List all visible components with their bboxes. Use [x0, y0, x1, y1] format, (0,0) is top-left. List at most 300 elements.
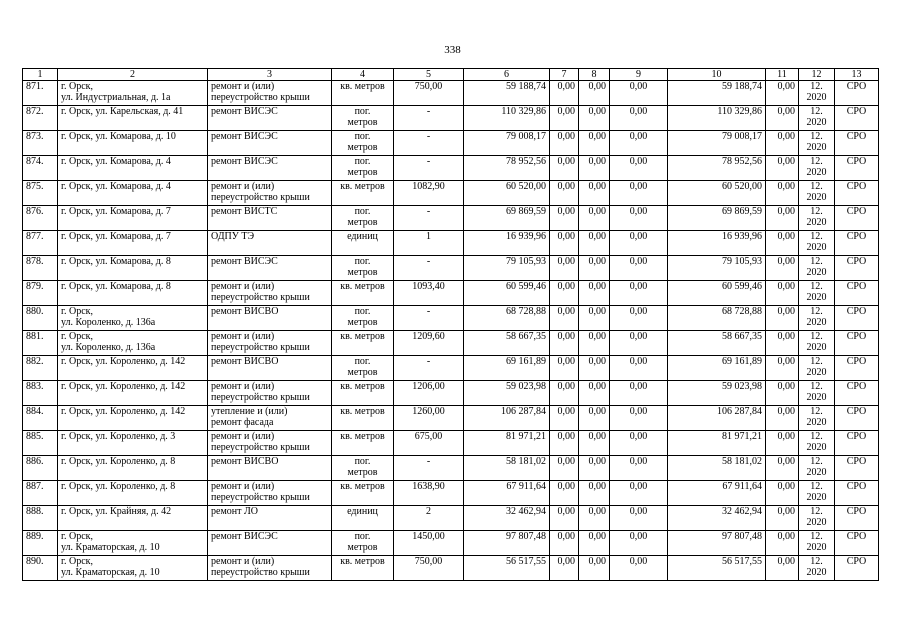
- work-type-cell-line: ремонт и (или): [211, 481, 275, 492]
- source-cell: СРО: [835, 381, 879, 406]
- deadline-cell-line: 12.: [810, 81, 823, 92]
- cost-col8-cell: 0,00: [579, 256, 610, 281]
- cost-col11-cell: 0,00: [766, 556, 799, 581]
- cost-col9-cell: 0,00: [610, 81, 668, 106]
- work-type-cell: [208, 206, 332, 231]
- work-type-cell-line: ремонт ВИСЭС: [211, 256, 278, 267]
- work-type-cell-line: переустройство крыши: [211, 192, 310, 203]
- unit-cell: [332, 131, 394, 156]
- cost-col10-cell: 58 181,02: [668, 456, 766, 481]
- work-type-cell-line: переустройство крыши: [211, 392, 310, 403]
- source-cell: СРО: [835, 181, 879, 206]
- cost-col7-cell: 0,00: [550, 356, 579, 381]
- unit-cell-line: кв. метров: [340, 281, 385, 292]
- address-cell: [58, 381, 208, 406]
- table-row: [23, 306, 879, 331]
- unit-cell-line: метров: [347, 167, 378, 178]
- unit-cell: [332, 306, 394, 331]
- deadline-cell-line: 2020: [806, 117, 827, 128]
- row-number: 882.: [23, 356, 58, 381]
- volume-cell: 1450,00: [394, 531, 464, 556]
- cost-col8-cell: 0,00: [579, 431, 610, 456]
- cost-col8-cell: 0,00: [579, 356, 610, 381]
- address-cell-line: г. Орск,: [61, 331, 93, 342]
- unit-cell-line: кв. метров: [340, 406, 385, 417]
- volume-cell: -: [394, 456, 464, 481]
- work-type-cell: [208, 456, 332, 481]
- source-cell: СРО: [835, 231, 879, 256]
- cost-col9-cell: 0,00: [610, 406, 668, 431]
- work-type-cell-line: ремонт ВИСВО: [211, 306, 279, 317]
- cost-col11-cell: 0,00: [766, 481, 799, 506]
- deadline-cell-line: 2020: [806, 167, 827, 178]
- unit-cell-line: кв. метров: [340, 331, 385, 342]
- table-row: [23, 156, 879, 181]
- cost-col9-cell: 0,00: [610, 231, 668, 256]
- row-number: 887.: [23, 481, 58, 506]
- table-row: [23, 106, 879, 131]
- unit-cell-line: единиц: [347, 506, 378, 517]
- deadline-cell-line: 2020: [806, 517, 827, 528]
- cost-col9-cell: 0,00: [610, 181, 668, 206]
- cost-total-cell: 68 728,88: [464, 306, 550, 331]
- work-type-cell-line: ремонт фасада: [211, 417, 274, 428]
- row-number: 881.: [23, 331, 58, 356]
- unit-cell-line: кв. метров: [340, 381, 385, 392]
- cost-total-cell: 110 329,86: [464, 106, 550, 131]
- cost-col7-cell: 0,00: [550, 456, 579, 481]
- unit-cell-line: кв. метров: [340, 481, 385, 492]
- unit-cell-line: пог.: [354, 306, 371, 317]
- deadline-cell-line: 2020: [806, 192, 827, 203]
- unit-cell-line: метров: [347, 367, 378, 378]
- cost-col11-cell: 0,00: [766, 131, 799, 156]
- unit-cell-line: метров: [347, 217, 378, 228]
- unit-cell-line: кв. метров: [340, 81, 385, 92]
- deadline-cell: [799, 156, 835, 181]
- cost-col11-cell: 0,00: [766, 81, 799, 106]
- address-cell: [58, 456, 208, 481]
- unit-cell: [332, 106, 394, 131]
- address-cell: [58, 481, 208, 506]
- cost-col8-cell: 0,00: [579, 556, 610, 581]
- deadline-cell: [799, 281, 835, 306]
- volume-cell: -: [394, 156, 464, 181]
- work-type-cell-line: утепление и (или): [211, 406, 288, 417]
- cost-total-cell: 58 181,02: [464, 456, 550, 481]
- unit-cell-line: пог.: [354, 356, 371, 367]
- deadline-cell-line: 12.: [810, 306, 823, 317]
- cost-col11-cell: 0,00: [766, 156, 799, 181]
- work-type-cell-line: ремонт ВИСТС: [211, 206, 278, 217]
- cost-col10-cell: 69 161,89: [668, 356, 766, 381]
- cost-total-cell: 69 869,59: [464, 206, 550, 231]
- deadline-cell-line: 12.: [810, 256, 823, 267]
- cost-col11-cell: 0,00: [766, 231, 799, 256]
- work-type-cell: [208, 131, 332, 156]
- deadline-cell-line: 2020: [806, 492, 827, 503]
- deadline-cell: [799, 131, 835, 156]
- volume-cell: 1206,00: [394, 381, 464, 406]
- work-type-cell: [208, 406, 332, 431]
- volume-cell: 1638,90: [394, 481, 464, 506]
- unit-cell: [332, 206, 394, 231]
- cost-total-cell: 56 517,55: [464, 556, 550, 581]
- cost-col7-cell: 0,00: [550, 81, 579, 106]
- cost-col9-cell: 0,00: [610, 156, 668, 181]
- address-cell: [58, 81, 208, 106]
- deadline-cell: [799, 431, 835, 456]
- cost-col11-cell: 0,00: [766, 256, 799, 281]
- source-cell: СРО: [835, 206, 879, 231]
- row-number: 875.: [23, 181, 58, 206]
- source-cell: СРО: [835, 531, 879, 556]
- deadline-cell-line: 12.: [810, 431, 823, 442]
- work-type-cell: [208, 81, 332, 106]
- cost-col8-cell: 0,00: [579, 156, 610, 181]
- address-cell: [58, 281, 208, 306]
- address-cell-line: ул. Короленко, д. 136а: [61, 317, 156, 328]
- column-header: 8: [579, 69, 610, 81]
- unit-cell-line: пог.: [354, 531, 371, 542]
- column-header: 7: [550, 69, 579, 81]
- column-header: 12: [799, 69, 835, 81]
- volume-cell: -: [394, 131, 464, 156]
- cost-col10-cell: 79 105,93: [668, 256, 766, 281]
- work-type-cell-line: переустройство крыши: [211, 492, 310, 503]
- volume-cell: 1209,60: [394, 331, 464, 356]
- deadline-cell-line: 2020: [806, 267, 827, 278]
- cost-col7-cell: 0,00: [550, 106, 579, 131]
- unit-cell: [332, 381, 394, 406]
- cost-col7-cell: 0,00: [550, 381, 579, 406]
- page-number: 338: [444, 44, 461, 56]
- cost-col11-cell: 0,00: [766, 381, 799, 406]
- cost-col7-cell: 0,00: [550, 181, 579, 206]
- work-type-cell-line: ремонт ВИСВО: [211, 456, 279, 467]
- cost-col9-cell: 0,00: [610, 306, 668, 331]
- cost-col7-cell: 0,00: [550, 156, 579, 181]
- cost-col7-cell: 0,00: [550, 506, 579, 531]
- work-type-cell: [208, 556, 332, 581]
- cost-col8-cell: 0,00: [579, 181, 610, 206]
- source-cell: СРО: [835, 481, 879, 506]
- unit-cell: [332, 256, 394, 281]
- row-number: 883.: [23, 381, 58, 406]
- unit-cell-line: единиц: [347, 231, 378, 242]
- unit-cell-line: метров: [347, 467, 378, 478]
- work-type-cell: [208, 381, 332, 406]
- table-row: [23, 331, 879, 356]
- deadline-cell: [799, 106, 835, 131]
- cost-col8-cell: 0,00: [579, 481, 610, 506]
- row-number: 873.: [23, 131, 58, 156]
- deadline-cell-line: 2020: [806, 467, 827, 478]
- cost-col9-cell: 0,00: [610, 281, 668, 306]
- cost-col11-cell: 0,00: [766, 206, 799, 231]
- deadline-cell-line: 12.: [810, 281, 823, 292]
- address-cell: [58, 556, 208, 581]
- row-number: 885.: [23, 431, 58, 456]
- cost-col7-cell: 0,00: [550, 306, 579, 331]
- volume-cell: -: [394, 206, 464, 231]
- unit-cell-line: пог.: [354, 156, 371, 167]
- cost-col10-cell: 68 728,88: [668, 306, 766, 331]
- cost-col10-cell: 81 971,21: [668, 431, 766, 456]
- register-table: [22, 68, 879, 581]
- source-cell: СРО: [835, 156, 879, 181]
- deadline-cell-line: 2020: [806, 417, 827, 428]
- deadline-cell-line: 2020: [806, 142, 827, 153]
- source-cell: СРО: [835, 256, 879, 281]
- cost-col11-cell: 0,00: [766, 306, 799, 331]
- table-row: [23, 356, 879, 381]
- cost-col9-cell: 0,00: [610, 431, 668, 456]
- deadline-cell: [799, 406, 835, 431]
- cost-col8-cell: 0,00: [579, 106, 610, 131]
- row-number: 889.: [23, 531, 58, 556]
- unit-cell-line: кв. метров: [340, 431, 385, 442]
- cost-col10-cell: 59 188,74: [668, 81, 766, 106]
- table-row: [23, 481, 879, 506]
- volume-cell: 750,00: [394, 556, 464, 581]
- cost-col8-cell: 0,00: [579, 231, 610, 256]
- cost-total-cell: 16 939,96: [464, 231, 550, 256]
- work-type-cell: [208, 481, 332, 506]
- deadline-cell: [799, 556, 835, 581]
- cost-col10-cell: 79 008,17: [668, 131, 766, 156]
- deadline-cell: [799, 81, 835, 106]
- row-number: 876.: [23, 206, 58, 231]
- row-number: 877.: [23, 231, 58, 256]
- deadline-cell-line: 2020: [806, 542, 827, 553]
- deadline-cell: [799, 206, 835, 231]
- cost-col7-cell: 0,00: [550, 556, 579, 581]
- volume-cell: -: [394, 106, 464, 131]
- column-number-header: [23, 69, 879, 81]
- unit-cell-line: метров: [347, 142, 378, 153]
- source-cell: СРО: [835, 106, 879, 131]
- work-type-cell-line: ремонт и (или): [211, 181, 275, 192]
- cost-col9-cell: 0,00: [610, 206, 668, 231]
- cost-col9-cell: 0,00: [610, 356, 668, 381]
- cost-total-cell: 60 520,00: [464, 181, 550, 206]
- address-cell-line: г. Орск, ул. Короленко, д. 3: [61, 431, 176, 442]
- cost-col10-cell: 60 520,00: [668, 181, 766, 206]
- work-type-cell: [208, 331, 332, 356]
- deadline-cell-line: 2020: [806, 242, 827, 253]
- address-cell-line: г. Орск, ул. Короленко, д. 8: [61, 481, 176, 492]
- source-cell: СРО: [835, 81, 879, 106]
- source-cell: СРО: [835, 331, 879, 356]
- address-cell-line: г. Орск,: [61, 306, 93, 317]
- row-number: 886.: [23, 456, 58, 481]
- work-type-cell-line: ОДПУ ТЭ: [211, 231, 255, 242]
- work-type-cell: [208, 431, 332, 456]
- cost-col11-cell: 0,00: [766, 106, 799, 131]
- unit-cell: [332, 506, 394, 531]
- cost-col8-cell: 0,00: [579, 331, 610, 356]
- work-type-cell-line: ремонт и (или): [211, 381, 275, 392]
- cost-col8-cell: 0,00: [579, 406, 610, 431]
- unit-cell-line: пог.: [354, 106, 371, 117]
- table-row: [23, 181, 879, 206]
- cost-col11-cell: 0,00: [766, 181, 799, 206]
- volume-cell: 750,00: [394, 81, 464, 106]
- deadline-cell-line: 2020: [806, 317, 827, 328]
- work-type-cell-line: ремонт и (или): [211, 431, 275, 442]
- deadline-cell-line: 12.: [810, 156, 823, 167]
- cost-col7-cell: 0,00: [550, 531, 579, 556]
- cost-col11-cell: 0,00: [766, 331, 799, 356]
- work-type-cell: [208, 356, 332, 381]
- column-header: 1: [23, 69, 58, 81]
- unit-cell: [332, 181, 394, 206]
- row-number: 880.: [23, 306, 58, 331]
- address-cell-line: г. Орск, ул. Крайняя, д. 42: [61, 506, 172, 517]
- cost-total-cell: 32 462,94: [464, 506, 550, 531]
- unit-cell: [332, 81, 394, 106]
- work-type-cell-line: ремонт и (или): [211, 331, 275, 342]
- deadline-cell-line: 12.: [810, 206, 823, 217]
- cost-col7-cell: 0,00: [550, 331, 579, 356]
- source-cell: СРО: [835, 131, 879, 156]
- work-type-cell: [208, 531, 332, 556]
- cost-col8-cell: 0,00: [579, 281, 610, 306]
- deadline-cell: [799, 306, 835, 331]
- deadline-cell-line: 2020: [806, 342, 827, 353]
- cost-col9-cell: 0,00: [610, 506, 668, 531]
- volume-cell: 675,00: [394, 431, 464, 456]
- address-cell-line: г. Орск, ул. Короленко, д. 142: [61, 381, 186, 392]
- column-header: 5: [394, 69, 464, 81]
- cost-col7-cell: 0,00: [550, 481, 579, 506]
- deadline-cell: [799, 506, 835, 531]
- deadline-cell-line: 12.: [810, 131, 823, 142]
- unit-cell-line: метров: [347, 117, 378, 128]
- cost-col11-cell: 0,00: [766, 506, 799, 531]
- deadline-cell: [799, 356, 835, 381]
- cost-total-cell: 79 105,93: [464, 256, 550, 281]
- cost-col10-cell: 67 911,64: [668, 481, 766, 506]
- work-type-cell-line: ремонт ВИСЭС: [211, 156, 278, 167]
- cost-col8-cell: 0,00: [579, 381, 610, 406]
- source-cell: СРО: [835, 506, 879, 531]
- deadline-cell: [799, 256, 835, 281]
- work-type-cell: [208, 281, 332, 306]
- volume-cell: -: [394, 356, 464, 381]
- unit-cell-line: пог.: [354, 206, 371, 217]
- deadline-cell-line: 2020: [806, 367, 827, 378]
- unit-cell-line: пог.: [354, 256, 371, 267]
- work-type-cell: [208, 156, 332, 181]
- deadline-cell-line: 12.: [810, 556, 823, 567]
- cost-col8-cell: 0,00: [579, 131, 610, 156]
- unit-cell: [332, 281, 394, 306]
- column-header: 3: [208, 69, 332, 81]
- volume-cell: -: [394, 256, 464, 281]
- unit-cell-line: кв. метров: [340, 556, 385, 567]
- address-cell-line: ул. Краматорская, д. 10: [61, 567, 160, 578]
- cost-total-cell: 67 911,64: [464, 481, 550, 506]
- cost-col8-cell: 0,00: [579, 506, 610, 531]
- address-cell-line: г. Орск, ул. Короленко, д. 8: [61, 456, 176, 467]
- deadline-cell-line: 2020: [806, 292, 827, 303]
- work-type-cell: [208, 106, 332, 131]
- column-header: 11: [766, 69, 799, 81]
- deadline-cell-line: 12.: [810, 506, 823, 517]
- deadline-cell: [799, 531, 835, 556]
- cost-col7-cell: 0,00: [550, 231, 579, 256]
- table-row: [23, 131, 879, 156]
- cost-col10-cell: 78 952,56: [668, 156, 766, 181]
- cost-col9-cell: 0,00: [610, 381, 668, 406]
- unit-cell: [332, 531, 394, 556]
- address-cell-line: г. Орск, ул. Комарова, д. 8: [61, 256, 171, 267]
- deadline-cell-line: 2020: [806, 392, 827, 403]
- deadline-cell: [799, 231, 835, 256]
- address-cell: [58, 431, 208, 456]
- work-type-cell: [208, 256, 332, 281]
- cost-col9-cell: 0,00: [610, 331, 668, 356]
- unit-cell-line: метров: [347, 317, 378, 328]
- source-cell: СРО: [835, 556, 879, 581]
- unit-cell-line: метров: [347, 267, 378, 278]
- table-row: [23, 506, 879, 531]
- cost-col8-cell: 0,00: [579, 456, 610, 481]
- address-cell-line: г. Орск, ул. Комарова, д. 4: [61, 181, 171, 192]
- table-row: [23, 531, 879, 556]
- cost-col10-cell: 60 599,46: [668, 281, 766, 306]
- work-type-cell-line: переустройство крыши: [211, 342, 310, 353]
- cost-col11-cell: 0,00: [766, 431, 799, 456]
- work-type-cell: [208, 506, 332, 531]
- work-type-cell-line: переустройство крыши: [211, 567, 310, 578]
- table-row: [23, 456, 879, 481]
- address-cell: [58, 306, 208, 331]
- row-number: 878.: [23, 256, 58, 281]
- cost-total-cell: 59 023,98: [464, 381, 550, 406]
- address-cell-line: г. Орск,: [61, 531, 93, 542]
- row-number: 871.: [23, 81, 58, 106]
- address-cell: [58, 356, 208, 381]
- cost-col10-cell: 97 807,48: [668, 531, 766, 556]
- row-number: 879.: [23, 281, 58, 306]
- work-type-cell-line: ремонт ЛО: [211, 506, 258, 517]
- work-type-cell: [208, 231, 332, 256]
- deadline-cell-line: 12.: [810, 356, 823, 367]
- address-cell-line: ул. Краматорская, д. 10: [61, 542, 160, 553]
- work-type-cell-line: ремонт ВИСЭС: [211, 531, 278, 542]
- cost-total-cell: 58 667,35: [464, 331, 550, 356]
- cost-total-cell: 69 161,89: [464, 356, 550, 381]
- column-header: 4: [332, 69, 394, 81]
- cost-col7-cell: 0,00: [550, 256, 579, 281]
- cost-col7-cell: 0,00: [550, 131, 579, 156]
- cost-col9-cell: 0,00: [610, 106, 668, 131]
- row-number: 884.: [23, 406, 58, 431]
- table-row: [23, 431, 879, 456]
- deadline-cell-line: 12.: [810, 181, 823, 192]
- address-cell-line: г. Орск, ул. Комарова, д. 4: [61, 156, 171, 167]
- address-cell-line: г. Орск,: [61, 81, 93, 92]
- deadline-cell: [799, 331, 835, 356]
- cost-total-cell: 97 807,48: [464, 531, 550, 556]
- work-type-cell-line: переустройство крыши: [211, 292, 310, 303]
- address-cell: [58, 156, 208, 181]
- deadline-cell-line: 12.: [810, 481, 823, 492]
- table-row: [23, 381, 879, 406]
